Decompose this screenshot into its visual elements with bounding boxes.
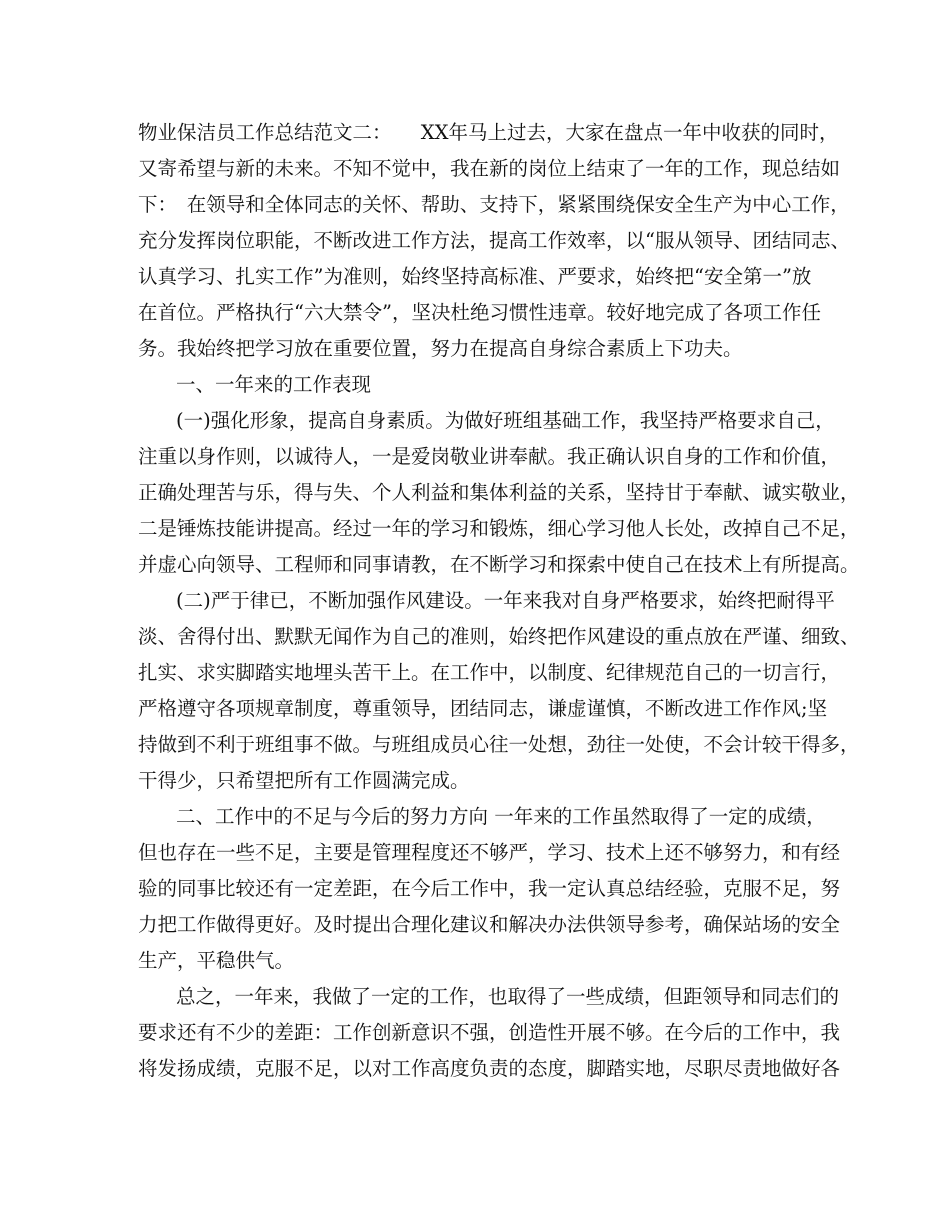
text-line: 严格遵守各项规章制度，尊重领导，团结同志，谦虚谨慎，不断改进工作作风;坚	[138, 697, 828, 720]
section-heading: 一、一年来的工作表现	[176, 373, 372, 396]
text-line: 注重以身作则，以诚待人，一是爱岗敬业讲奉献。我正确认识自身的工作和价值，	[138, 445, 841, 468]
text-line: 二是锤炼技能讲提高。经过一年的学习和锻炼，细心学习他人长处，改掉自己不足，	[138, 517, 860, 540]
text-line: 但也存在一些不足，主要是管理程度还不够严，学习、技术上还不够努力，和有经	[138, 841, 841, 864]
text-line: 干得少，只希望把所有工作圆满完成。	[138, 769, 470, 792]
text-line: 下： 在领导和全体同志的关怀、帮助、支持下，紧紧围绕保安全生产为中心工作，	[138, 193, 850, 216]
text-line: 认真学习、扎实工作”为准则，始终坚持高标准、严要求，始终把“安全第一”放	[138, 265, 812, 288]
text-line: 验的同事比较还有一定差距，在今后工作中，我一定认真总结经验，克服不足，努	[138, 877, 841, 900]
text-line: 要求还有不少的差距：工作创新意识不强，创造性开展不够。在今后的工作中，我	[138, 1021, 841, 1044]
text-line: 充分发挥岗位职能，不断改进工作方法，提高工作效率，以“服从领导、团结同志、	[138, 229, 850, 252]
text-line: (一)强化形象，提高自身素质。为做好班组基础工作，我坚持严格要求自己，	[176, 409, 835, 432]
text-line: 持做到不利于班组事不做。与班组成员心往一处想，劲往一处使，不会计较干得多，	[138, 733, 860, 756]
text-line: 生产，平稳供气。	[138, 949, 295, 972]
text-line: 物业保洁员工作总结范文二： XX年马上过去，大家在盘点一年中收获的同时，	[138, 121, 839, 144]
text-line: 淡、舍得付出、默默无闻作为自己的准则，始终把作风建设的重点放在严谨、细致、	[138, 625, 860, 648]
text-line: 正确处理苦与乐，得与失、个人利益和集体利益的关系，坚持甘于奉献、诚实敬业，	[138, 481, 860, 504]
text-line: 务。我始终把学习放在重要位置，努力在提高自身综合素质上下功夫。	[138, 337, 743, 360]
text-line: 在首位。严格执行“六大禁令”，坚决杜绝习惯性违章。较好地完成了各项工作任	[138, 301, 821, 324]
text-line: 又寄希望与新的未来。不知不觉中，我在新的岗位上结束了一年的工作，现总结如	[138, 157, 841, 180]
text-line: 扎实、求实脚踏实地埋头苦干上。在工作中，以制度、纪律规范自己的一切言行，	[138, 661, 841, 684]
text-line: 并虚心向领导、工程师和同事请教，在不断学习和探索中使自己在技术上有所提高。	[138, 553, 860, 576]
text-line: (二)严于律已，不断加强作风建设。一年来我对自身严格要求，始终把耐得平	[176, 589, 835, 612]
section-heading: 二、工作中的不足与今后的努力方向 一年来的工作虽然取得了一定的成绩，	[176, 805, 826, 828]
text-line: 将发扬成绩，克服不足，以对工作高度负责的态度，脚踏实地，尽职尽责地做好各	[138, 1057, 841, 1080]
text-line: 力把工作做得更好。及时提出合理化建议和解决办法供领导参考，确保站场的安全	[138, 913, 841, 936]
text-line: 总之，一年来，我做了一定的工作，也取得了一些成绩，但距领导和同志们的	[176, 985, 840, 1008]
